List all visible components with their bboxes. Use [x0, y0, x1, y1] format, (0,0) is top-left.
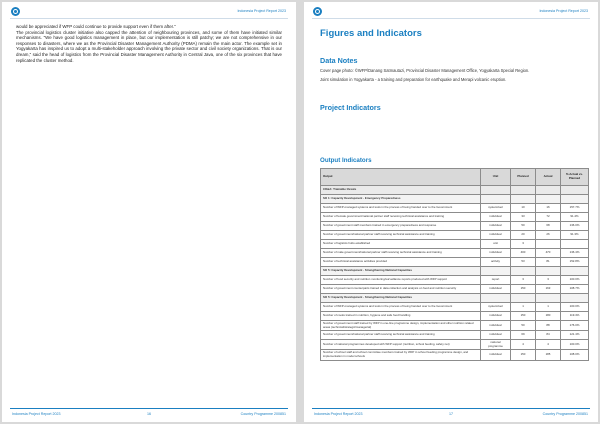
table-cell: 50 [511, 222, 536, 231]
table-cell [536, 267, 561, 276]
table-cell [511, 186, 536, 195]
wfp-logo-icon [313, 7, 322, 16]
table-section-row [321, 186, 589, 195]
table-cell: 100.0% [561, 303, 589, 312]
column-header: % Actual vs. Planned [561, 169, 589, 186]
table-cell: 3 [511, 276, 536, 285]
table-cell: activity [481, 258, 511, 267]
table-header-row [321, 169, 589, 186]
table-row [321, 321, 589, 331]
table-cell [536, 240, 561, 249]
page-title: Figures and Indicators [320, 28, 422, 39]
table-row [321, 285, 589, 294]
table-cell: Number of WFP-managed systems and tools in the process of being handed over to the Government [321, 204, 481, 213]
table-cell: 88 [536, 321, 561, 331]
table-cell: unit [481, 240, 511, 249]
table-cell: 150 [511, 285, 536, 294]
footer-left: Indonesia Project Report 2023 [12, 412, 61, 416]
table-cell: SO 5: Capacity Development - Strengthening National Capacities [321, 267, 481, 276]
header-divider [312, 18, 590, 19]
table-cell: 157.7% [561, 204, 589, 213]
table-row [321, 231, 589, 240]
table-cell: 33 [511, 213, 536, 222]
table-cell: 20 [511, 231, 536, 240]
table-cell: 91.3% [561, 231, 589, 240]
table-cell: 69 [511, 331, 536, 340]
table-row [321, 204, 589, 213]
table-cell: Number of government counterparts trained in data collection and analysis on food and nutrition security [321, 285, 481, 294]
table-row [321, 350, 589, 360]
table-cell: 108.7% [561, 285, 589, 294]
table-cell: 1 [536, 303, 561, 312]
table-cell: SO 5: Capacity Development - Strengthening National Capacities [321, 294, 481, 303]
table-cell: Number of government staff trained by WFP in one-line programme design, implementation and other nutrition related areas (technical/strategic/managerial) [321, 321, 481, 331]
table-cell: 10 [511, 204, 536, 213]
table-cell: Number of government/national partner staff receiving technical assistance and training [321, 231, 481, 240]
table-cell [481, 267, 511, 276]
table-cell: 68 [536, 222, 561, 231]
table-cell: 185 [536, 350, 561, 360]
header-label: Indonesia Project Report 2023 [539, 9, 588, 13]
table-section-row [321, 294, 589, 303]
table-cell [511, 267, 536, 276]
table-cell: 3 [511, 240, 536, 249]
table-cell: individual [481, 350, 511, 360]
table-cell [561, 240, 589, 249]
right-page [304, 2, 598, 422]
table-cell: system/tool [481, 204, 511, 213]
wfp-logo-icon [11, 7, 20, 16]
table-cell: 180 [536, 312, 561, 321]
table-cell: Number of government staff members trained in emergency preparedness and response [321, 222, 481, 231]
output-indicators-heading: Output Indicators [320, 157, 372, 164]
table-cell [561, 195, 589, 204]
table-row [321, 312, 589, 321]
table-cell: Number of WFP-managed systems and tools in the process of being handed over to the Government [321, 303, 481, 312]
table-row [321, 222, 589, 231]
table-cell [536, 294, 561, 303]
footer-right: Country Programme 200851 [240, 412, 286, 416]
paragraph: would be appreciated if WFP could continue to provide support even if them after." [16, 24, 176, 29]
table-cell: 150 [511, 312, 536, 321]
table-row [321, 240, 589, 249]
table-cell: system/tool [481, 303, 511, 312]
page-number: 16 [147, 412, 151, 416]
table-cell [561, 186, 589, 195]
table-cell: individual [481, 249, 511, 258]
data-note: Joint simulation in Yogyakarta - a training and preparation for earthquake and Merapi volcanic eruption. [320, 77, 507, 82]
footer-divider [10, 408, 288, 409]
table-cell: 81 [536, 258, 561, 267]
table-cell: 176.0% [561, 321, 589, 331]
footer-right: Country Programme 200851 [542, 412, 588, 416]
table-cell: Number of food security and nutrition monitoring/surveillance reports produced with WFP support [321, 276, 481, 285]
table-cell: national programme [481, 340, 511, 350]
table-cell: 136.4% [561, 249, 589, 258]
table-cell: Number of cooks trained in nutrition, hygiene and safe food handling [321, 312, 481, 321]
table-cell: 100.0% [561, 340, 589, 350]
output-indicators-table [320, 168, 589, 361]
data-note: Cover page photo: ©WFP/Danang Satmautazi, Provincial Disaster Management Office, Yogyakarta Special Region. [320, 68, 530, 73]
paragraph: The provincial logistics cluster initiative also capped the attention of neighbouring provinces, and some of them have initiated similar mechanisms. "We have good logistics management in place, but our implementation is still patchy; we are not comprehensive in our responses to disasters, where we as the Provincial Disaster Management Authority (PDMA) remain the main actor. The example set in Yogyakarta has inspired us to adopt a multi-stakeholder approach involving the private sector and civil society organizations. That is our dream," said the head of logistics from the Provincial Disaster Management Authority in Central Java, one of the six provinces that have replicated the cluster method. [16, 29, 282, 63]
data-notes-heading: Data Notes [320, 56, 358, 65]
table-row [321, 303, 589, 312]
table-row [321, 340, 589, 350]
table-cell [561, 267, 589, 276]
table-cell: individual [481, 331, 511, 340]
table-cell: individual [481, 312, 511, 321]
table-cell: individual [481, 321, 511, 331]
table-cell: 1 [511, 303, 536, 312]
table-cell: CD&A: Trainable threats [321, 186, 481, 195]
table-cell: Number of male government/national partner staff receiving technical assistance and training [321, 249, 481, 258]
table-cell: 100.0% [561, 276, 589, 285]
column-header: Unit [481, 169, 511, 186]
table-cell: Number of technical assistance activities provided [321, 258, 481, 267]
page-number: 17 [449, 412, 453, 416]
table-cell: 150 [511, 350, 536, 360]
table-section-row [321, 267, 589, 276]
table-row [321, 276, 589, 285]
table-cell: 470 [536, 249, 561, 258]
table-cell: SO 1: Capacity Development - Emergency Preparedness [321, 195, 481, 204]
table-cell: 72 [536, 213, 561, 222]
table-cell [511, 195, 536, 204]
table-row [321, 331, 589, 340]
table-cell: Number of government/national partner staff receiving technical assistance and training [321, 331, 481, 340]
footer-divider [312, 408, 590, 409]
table-cell: 84 [536, 331, 561, 340]
header-label: Indonesia Project Report 2023 [237, 9, 286, 13]
column-header: Actual [536, 169, 561, 186]
table-cell [481, 186, 511, 195]
table-cell: 152.8% [561, 258, 589, 267]
table-cell: 91.4% [561, 213, 589, 222]
header-divider [10, 18, 288, 19]
table-cell: 136.0% [561, 222, 589, 231]
table-cell: report [481, 276, 511, 285]
table-cell: 121.4% [561, 331, 589, 340]
table-cell: 53 [511, 258, 536, 267]
table-row [321, 249, 589, 258]
table-cell: 163 [536, 285, 561, 294]
project-indicators-heading: Project Indicators [320, 103, 381, 112]
table-cell: Number of female government/national partner staff receiving technical assistance and training [321, 213, 481, 222]
table-cell: Number of national programmes developed with WFP support (nutrition, school feeding, safety net) [321, 340, 481, 350]
table-cell [536, 195, 561, 204]
column-header: Output [321, 169, 481, 186]
table-cell [561, 294, 589, 303]
table-row [321, 213, 589, 222]
table-cell: individual [481, 285, 511, 294]
table-cell: 4 [511, 340, 536, 350]
table-cell [511, 294, 536, 303]
table-cell: 26 [536, 231, 561, 240]
table-row [321, 258, 589, 267]
table-cell: 16 [536, 204, 561, 213]
table-cell: individual [481, 222, 511, 231]
table-cell: 108.0% [561, 350, 589, 360]
table-cell: Number of school staff and school committee members trained by WFP in school feeding programme design, and implementation in model schools [321, 350, 481, 360]
table-cell: individual [481, 231, 511, 240]
table-section-row [321, 195, 589, 204]
table-cell [536, 186, 561, 195]
table-cell: individual [481, 213, 511, 222]
left-page [2, 2, 296, 422]
body-text [16, 24, 282, 63]
footer-left: Indonesia Project Report 2023 [314, 412, 363, 416]
table-cell: 3 [536, 276, 561, 285]
table-cell [481, 294, 511, 303]
table-cell: 119.4% [561, 312, 589, 321]
table-cell: Number of logistics hubs established [321, 240, 481, 249]
table-cell: 400 [511, 249, 536, 258]
table-cell: 4 [536, 340, 561, 350]
table-cell [481, 195, 511, 204]
table-cell: 50 [511, 321, 536, 331]
column-header: Planned [511, 169, 536, 186]
